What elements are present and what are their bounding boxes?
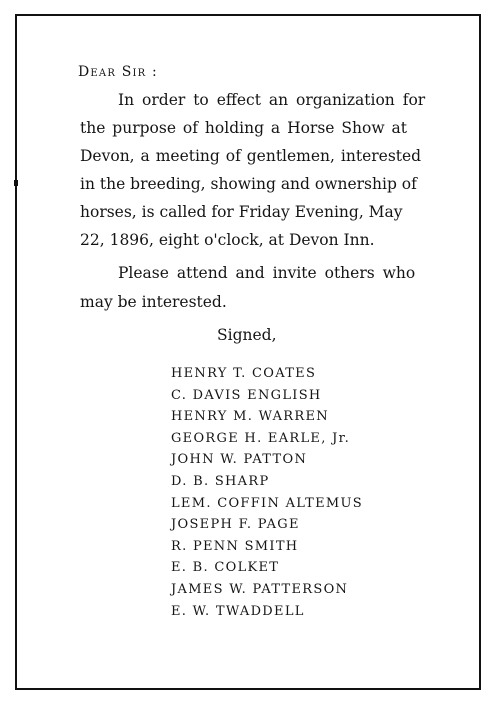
signatory-name: HENRY M. WARREN xyxy=(171,409,329,425)
signatory-list xyxy=(171,363,363,622)
signatory-name: JOHN W. PATTON xyxy=(171,452,308,468)
paragraph-2-line-1: Please attend and invite others who xyxy=(118,264,416,282)
signatory-name: JOSEPH F. PAGE xyxy=(171,517,300,533)
paragraph-2-line-2: may be interested. xyxy=(80,293,227,311)
border-mark xyxy=(14,180,18,186)
paragraph-1-line-5: horses, is called for Friday Evening, May xyxy=(80,203,403,221)
signatory-name: E. W. TWADDELL xyxy=(171,603,305,619)
paragraph-1-line-4: in the breeding, showing and ownership of xyxy=(80,175,417,193)
signatory-name: JAMES W. PATTERSON xyxy=(171,581,349,597)
signatory-name: HENRY T. COATES xyxy=(171,366,317,381)
signatory-name: R. PENN SMITH xyxy=(171,538,299,554)
paragraph-1-line-3: Devon, a meeting of gentlemen, interested xyxy=(80,147,422,165)
signed-label: Signed, xyxy=(217,326,277,344)
paragraph-1-line-2: the purpose of holding a Horse Show at xyxy=(80,119,407,137)
signatory-name: LEM. COFFIN ALTEMUS xyxy=(171,495,363,511)
signatory-name: E. B. COLKET xyxy=(171,560,280,576)
signatory-name: C. DAVIS ENGLISH xyxy=(171,387,322,403)
signatory-name: D. B. SHARP xyxy=(171,473,270,489)
salutation: Dear Sir : xyxy=(78,64,158,80)
signatory-name: GEORGE H. EARLE, Jr. xyxy=(171,430,351,446)
paragraph-1-line-1: In order to effect an organization for xyxy=(118,91,426,109)
paragraph-1-line-6: 22, 1896, eight o'clock, at Devon Inn. xyxy=(80,231,375,249)
